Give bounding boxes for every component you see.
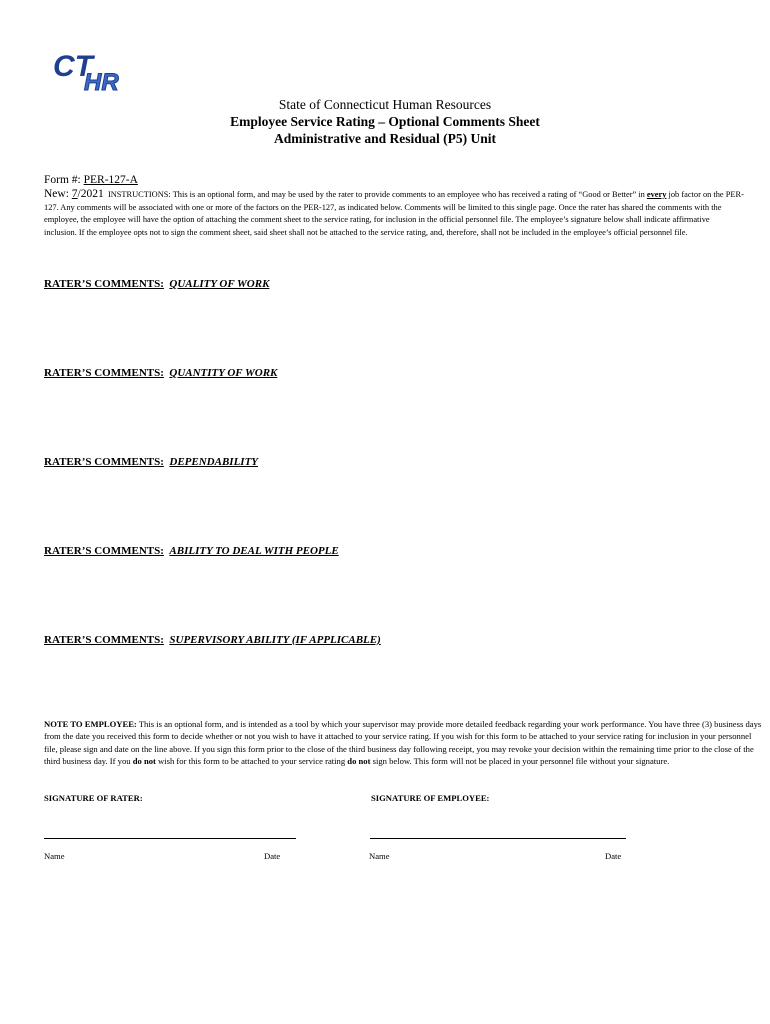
rater-signature-line[interactable]	[44, 838, 296, 839]
employee-signature-line[interactable]	[370, 838, 626, 839]
document-subtitle: Administrative and Residual (P5) Unit	[273, 131, 496, 146]
section-topic: QUALITY OF WORK	[169, 278, 270, 290]
note-heading: NOTE TO EMPLOYEE:	[44, 719, 137, 729]
new-label: New:	[44, 188, 72, 200]
cthr-logo	[50, 46, 134, 98]
section-supervisory-ability	[44, 634, 381, 646]
instructions-text-b: job factor on the PER-127. Any comments will be associated with one or more of the factors on the PER-127, as indicated below. Comments will be limited to this single page. Once the rater has shared the comments with the employee, the employee will have the option of attaching the comment sheet to the service rating, for inclusion in the official personnel file. The employee’s signature below shall indicate affirmative inclusion. If the employee opts not to sign the comment sheet, said sheet shall not be attached to the service rating, and, therefore, shall not be included in the employee’s official personnel file.	[44, 190, 744, 237]
new-year: /2021	[77, 188, 104, 200]
document-title: Employee Service Rating – Optional Comments Sheet	[230, 114, 540, 129]
logo-hr-text: HR	[84, 69, 119, 96]
section-ability-to-deal-with-people	[44, 545, 339, 557]
rater-name-label: Name	[44, 851, 65, 861]
form-number-line	[44, 174, 138, 186]
section-quality-of-work	[44, 278, 269, 290]
new-date	[72, 188, 104, 200]
section-quantity-of-work	[44, 367, 277, 379]
section-label: RATER’S COMMENTS:	[44, 545, 164, 557]
section-topic: QUANTITY OF WORK	[169, 367, 278, 379]
note-text-a: This is an optional form, and is intended as a tool by which your supervisor may provide more detailed feedback regarding your work performance. You have three (3) business days from the date you received this form to decide whether or not you wish to have it attached to your service rating. If you wish for this form to be attached to your service rating for inclusion in your personnel file, please sign and date on the line above. If you sign this form prior to the close of the third business day following receipt, you may revoke your decision within the remaining time prior to the close of the third business day. If you	[44, 719, 762, 767]
rater-signature-label: SIGNATURE OF RATER:	[44, 793, 143, 803]
section-label: RATER’S COMMENTS:	[44, 367, 164, 379]
section-label: RATER’S COMMENTS:	[44, 634, 164, 646]
section-label: RATER’S COMMENTS:	[44, 278, 164, 290]
cthr-logo-graphic	[50, 46, 134, 98]
section-label: RATER’S COMMENTS:	[44, 456, 164, 468]
new-month: 7	[71, 188, 78, 200]
note-do-not-1: do not	[132, 756, 156, 767]
logo-ct-text: CT	[53, 50, 93, 83]
employee-name-label: Name	[369, 851, 390, 861]
instructions-block	[44, 188, 744, 239]
section-topic: DEPENDABILITY	[169, 456, 259, 468]
note-text-b: wish for this form to be attached to your service rating	[155, 756, 348, 767]
form-number-value: PER-127-A	[83, 174, 138, 186]
employee-signature-label: SIGNATURE OF EMPLOYEE:	[371, 793, 490, 803]
section-dependability	[44, 456, 258, 468]
organization-name: State of Connecticut Human Resources	[278, 97, 492, 112]
employee-date-label: Date	[605, 851, 622, 861]
section-topic: ABILITY TO DEAL WITH PEOPLE	[169, 545, 339, 557]
rater-date-label: Date	[264, 851, 281, 861]
section-topic: SUPERVISORY ABILITY (IF APPLICABLE)	[169, 634, 381, 646]
note-to-employee	[44, 718, 762, 768]
instructions-text-a: INSTRUCTIONS: This is an optional form, and may be used by the rater to provide comments to an employee who has received a rating of “Good or Better” in	[107, 190, 647, 199]
note-text-c: sign below. This form will not be placed in your personnel file without your signature.	[370, 756, 670, 767]
note-do-not-2: do not	[347, 756, 371, 767]
instructions-every: every	[646, 190, 667, 199]
form-number-label: Form #:	[44, 174, 84, 186]
document-header	[0, 96, 770, 147]
